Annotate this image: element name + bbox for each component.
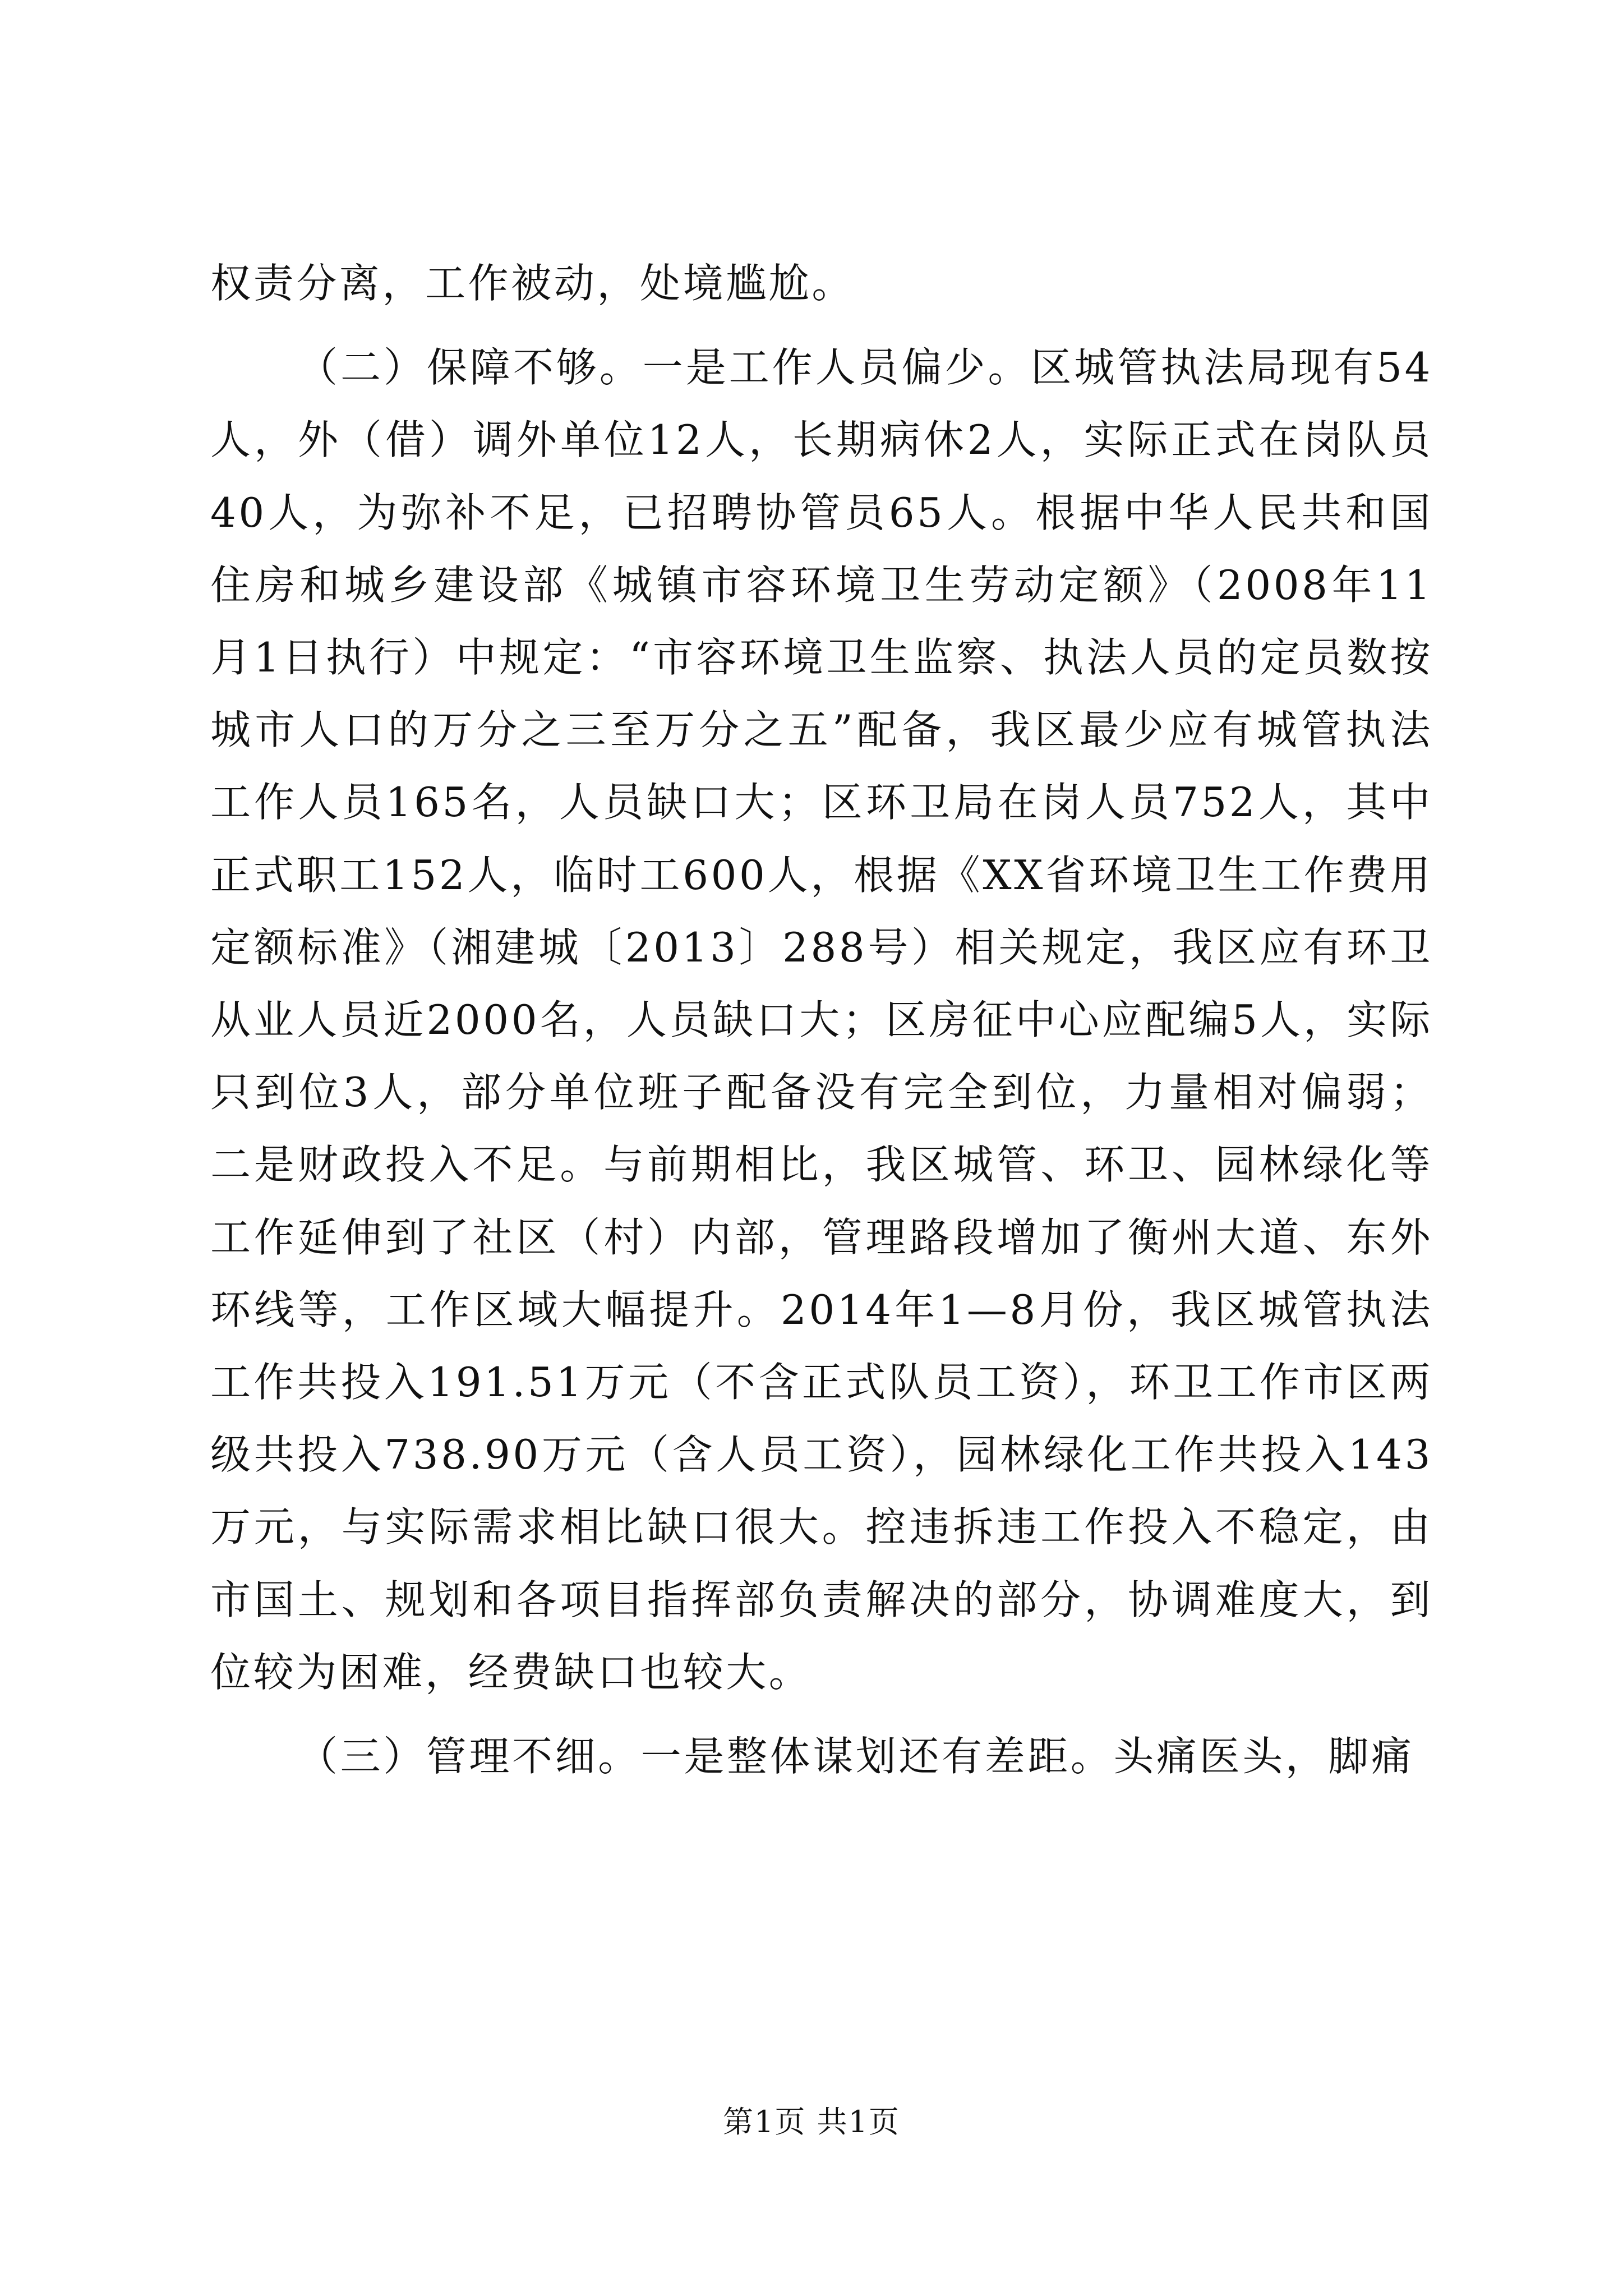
paragraph-continuation: 权责分离，工作被动，处境尴尬。 <box>210 260 855 307</box>
paragraph-management: （三）管理不细。一是整体谋划还有差距。头痛医头，脚痛 <box>297 1733 1414 1780</box>
page-footer <box>0 2102 1623 2142</box>
body-text <box>210 247 1433 1793</box>
page-number-label: 第1页 共1页 <box>723 2104 900 2139</box>
paragraph-safeguards: （二）保障不够。一是工作人员偏少。区城管执法局现有54人，外（借）调外单位12人，长期病休2人，实际正式在岗队员40人，为弥补不足，已招聘协管员65人。根据中华人民共和国住房和城乡建设部《城镇市容环境卫生劳动定额》（2008年11月1日执行）中规定：“市容环境卫生监察、执法人员的定员数按城市人口的万分之三至万分之五”配备，我区最少应有城管执法工作人员165名，人员缺口大；区环卫局在岗人员752人，其中正式职工152人，临时工600人，根据《XX省环境卫生工作费用定额标准》（湘建城〔2013〕288号）相关规定，我区应有环卫从业人员近2000名，人员缺口大；区房征中心应配编5人，实际只到位3人，部分单位班子配备没有完全到位，力量相对偏弱；二是财政投入不足。与前期相比，我区城管、环卫、园林绿化等工作延伸到了社区（村）内部，管理路段增加了衡州大道、东外环线等，工作区域大幅提升。2014年1—8月份，我区城管执法工作共投入191.51万元（不含正式队员工资），环卫工作市区两级共投入738.90万元（含人员工资），园林绿化工作共投入143万元，与实际需求相比缺口很大。控违拆违工作投入不稳定，由市国土、规划和各项目指挥部负责解决的部分，协调难度大，到位较为困难，经费缺口也较大。 <box>210 344 1433 1696</box>
